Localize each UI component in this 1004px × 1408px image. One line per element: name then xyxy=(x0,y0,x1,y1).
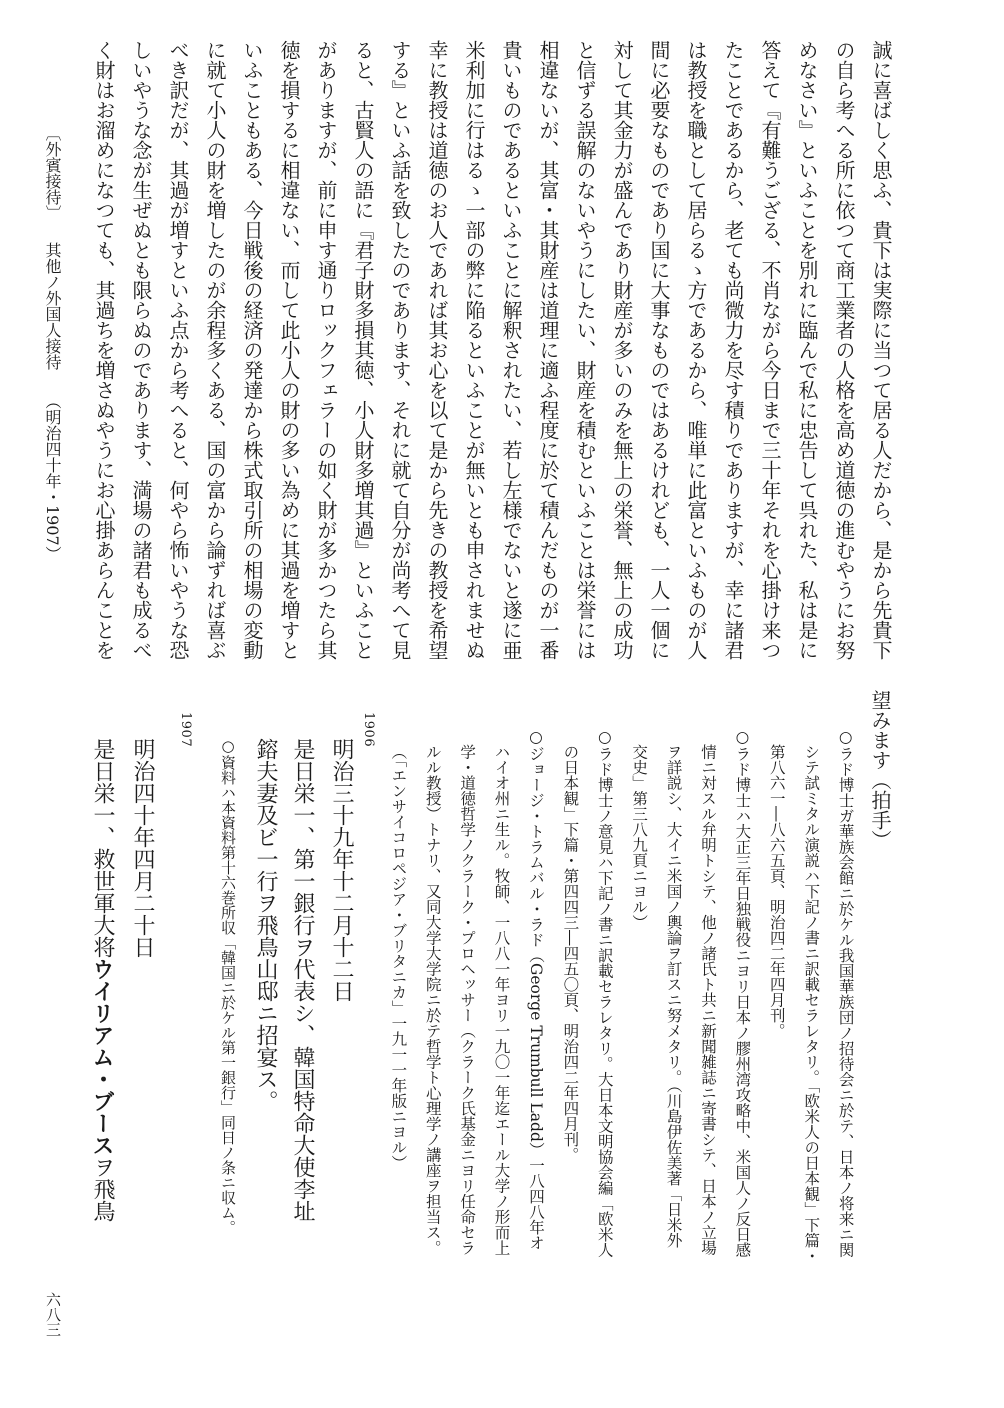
note-line: 第八六一―八六五頁、明治四二年四月刊。 xyxy=(767,743,786,1038)
note-line: シテ試ミタル演説ハ下記ノ書ニ訳載セラレタリ。「欧米人の日本観」下篇・ xyxy=(802,743,821,1263)
speech-line: と信ずる誤解のないやうにしたい、財産を積むといふことは栄誉には xyxy=(573,40,597,660)
entry-text-line xyxy=(84,738,120,1222)
note-line: ハイオ州ニ生ル。牧師、一八八一年ヨリ一九〇一年迄エール大学ノ形而上 xyxy=(492,743,511,1255)
entry-emphasis-name: ウイリアム・ブース xyxy=(89,958,115,1156)
running-head-subsection: 其他ノ外国人接待 xyxy=(43,242,62,370)
running-head-section: 〔外賓接待〕 xyxy=(43,125,62,221)
entry-text-segment: 是日栄一、救世軍大将 xyxy=(90,738,115,958)
entry-year: 1906 xyxy=(361,712,376,748)
note-line: ルル教授）トナリ、又同大学大学院ニ於テ哲学ト心理学ノ講座ヲ担当ス。 xyxy=(423,743,442,1255)
speech-line: 米利加に行はるゝ一部の弊に陥るといふことが無いとも申されませぬ xyxy=(462,40,486,660)
entry-text-segment: ヲ飛鳥 xyxy=(90,1156,115,1222)
speech-line: く財はお溜めになつても、其過ちを増さぬやうにお心掛あらんことを xyxy=(92,40,116,660)
note-line: ヲ詳説シ、大イニ米国ノ輿論ヲ訂スニ努メタリ。（川島伊佐美著「日米外 xyxy=(664,743,683,1248)
note-line: （「エンサイコロペジア・ブリタニカ」一九一一年版ニヨル） xyxy=(389,743,408,1170)
speech-line: は教授を職として居らるゝ方であるから、唯単に此富といふものが人 xyxy=(684,40,708,660)
speech-line: たことであるから、老ても尚微力を尽す積りでありますが、幸に諸君 xyxy=(721,40,745,660)
speech-line: めなさい』といふことを別れに臨んで私に忠告して呉れた、私は是に xyxy=(795,40,819,660)
note-line: ○ラド博士ノ意見ハ下記ノ書ニ訳載セラレタリ。大日本文明協会編「欧米人 xyxy=(595,728,614,1258)
speech-block xyxy=(85,40,899,666)
note-line: の日本観」下篇・第四四三―四五〇頁、明治四二年四月刊。 xyxy=(561,743,580,1162)
entry-text-line: 鎔夫妻及ビ一行ヲ飛鳥山邸ニ招宴ス。 xyxy=(253,738,278,1112)
page-number: 六八三 xyxy=(44,1292,62,1337)
speech-line: ると、古賢人の語に『君子財多損其徳、小人財多増其過』といふこと xyxy=(351,40,375,660)
entry-text-line: 是日栄一、第一銀行ヲ代表シ、韓国特命大使李址 xyxy=(290,738,315,1222)
running-head-date: （明治四十年・1907） xyxy=(43,393,62,562)
speech-line: 誠に喜ばしく思ふ、貴下は実際に当つて居る人だから、是から先貴下 xyxy=(869,40,893,660)
note-line: ○ラド博士ハ大正三年日独戦役ニヨリ日本ノ膠州湾攻略中、米国人ノ反日感 xyxy=(733,728,752,1258)
speech-line: 幸に教授は道徳のお人であれば其お心を以て是から先きの教授を希望 xyxy=(425,40,449,660)
speech-line: に就て小人の財を増したのが余程多くある、国の富から論ずれば喜ぶ xyxy=(203,40,227,660)
speech-closing: 望みます（拍手） xyxy=(868,690,892,850)
note-line: 交史」第三八九頁ニヨル） xyxy=(630,743,649,930)
speech-line: する』といふ話を致したのであります、それに就て自分が尚考へて見 xyxy=(388,40,412,660)
speech-line: 貴いものであるといふことに解釈されたい、若し左様でないと遂に亜 xyxy=(499,40,523,660)
speech-line: いふこともある、今日戦後の経済の発達から株式取引所の相場の変動 xyxy=(240,40,264,660)
entry-date: 明治三十九年十二月十二日 xyxy=(329,738,354,1002)
speech-line: 相違ないが、其富・其財産は道理に適ふ程度に於て積んだものが一番 xyxy=(536,40,560,660)
speech-line: べき訳だが、其過が増すといふ点から考へると、何やら怖いやうな恐 xyxy=(166,40,190,660)
speech-line: しいやうな念が生ぜぬとも限らぬのであります、満場の諸君も成るべ xyxy=(129,40,153,660)
speech-line: がありますが、前に申す通りロックフェラーの如く財が多かつたら其 xyxy=(314,40,338,660)
speech-line: 対して其金力が盛んであり財産が多いのみを無上の栄誉、無上の成功 xyxy=(610,40,634,660)
entry-date: 明治四十年四月二十日 xyxy=(130,738,155,958)
speech-line: 徳を損するに相違ない、而して此小人の財の多い為めに其過を増すと xyxy=(277,40,301,660)
note-line: ○ラド博士ガ華族会館ニ於ケル我国華族団ノ招待会ニ於テ、日本ノ将来ニ関 xyxy=(836,728,855,1258)
note-line: ○ジョージ・トラムバル・ラド（George Trumbull Ladd）一八四八年オ xyxy=(526,728,545,1251)
entry-note: ○資料ハ本資料第十六巻所収「韓国ニ於ケル第一銀行」同日ノ条ニ収ム。 xyxy=(219,737,237,1235)
entry-year: 1907 xyxy=(178,712,193,748)
speech-line: 間に必要なものであり国に大事なものではあるけれども、一人一個に xyxy=(647,40,671,660)
note-line: 情ニ対スル弁明トシテ、他ノ諸氏ト共ニ新聞雑誌ニ寄書シテ、日本ノ立場 xyxy=(698,743,717,1255)
note-line: 学・道徳哲学ノクラーク・プロヘッサー（クラーク氏基金ニヨリ任命セラ xyxy=(458,743,477,1255)
speech-line: の自ら考へる所に依つて商工業者の人格を高め道徳の進むやうにお努 xyxy=(832,40,856,660)
speech-line: 答えて『有難うござる、不肖ながら今日まで三十年それを心掛け来つ xyxy=(758,40,782,660)
notes-block xyxy=(381,728,863,1298)
